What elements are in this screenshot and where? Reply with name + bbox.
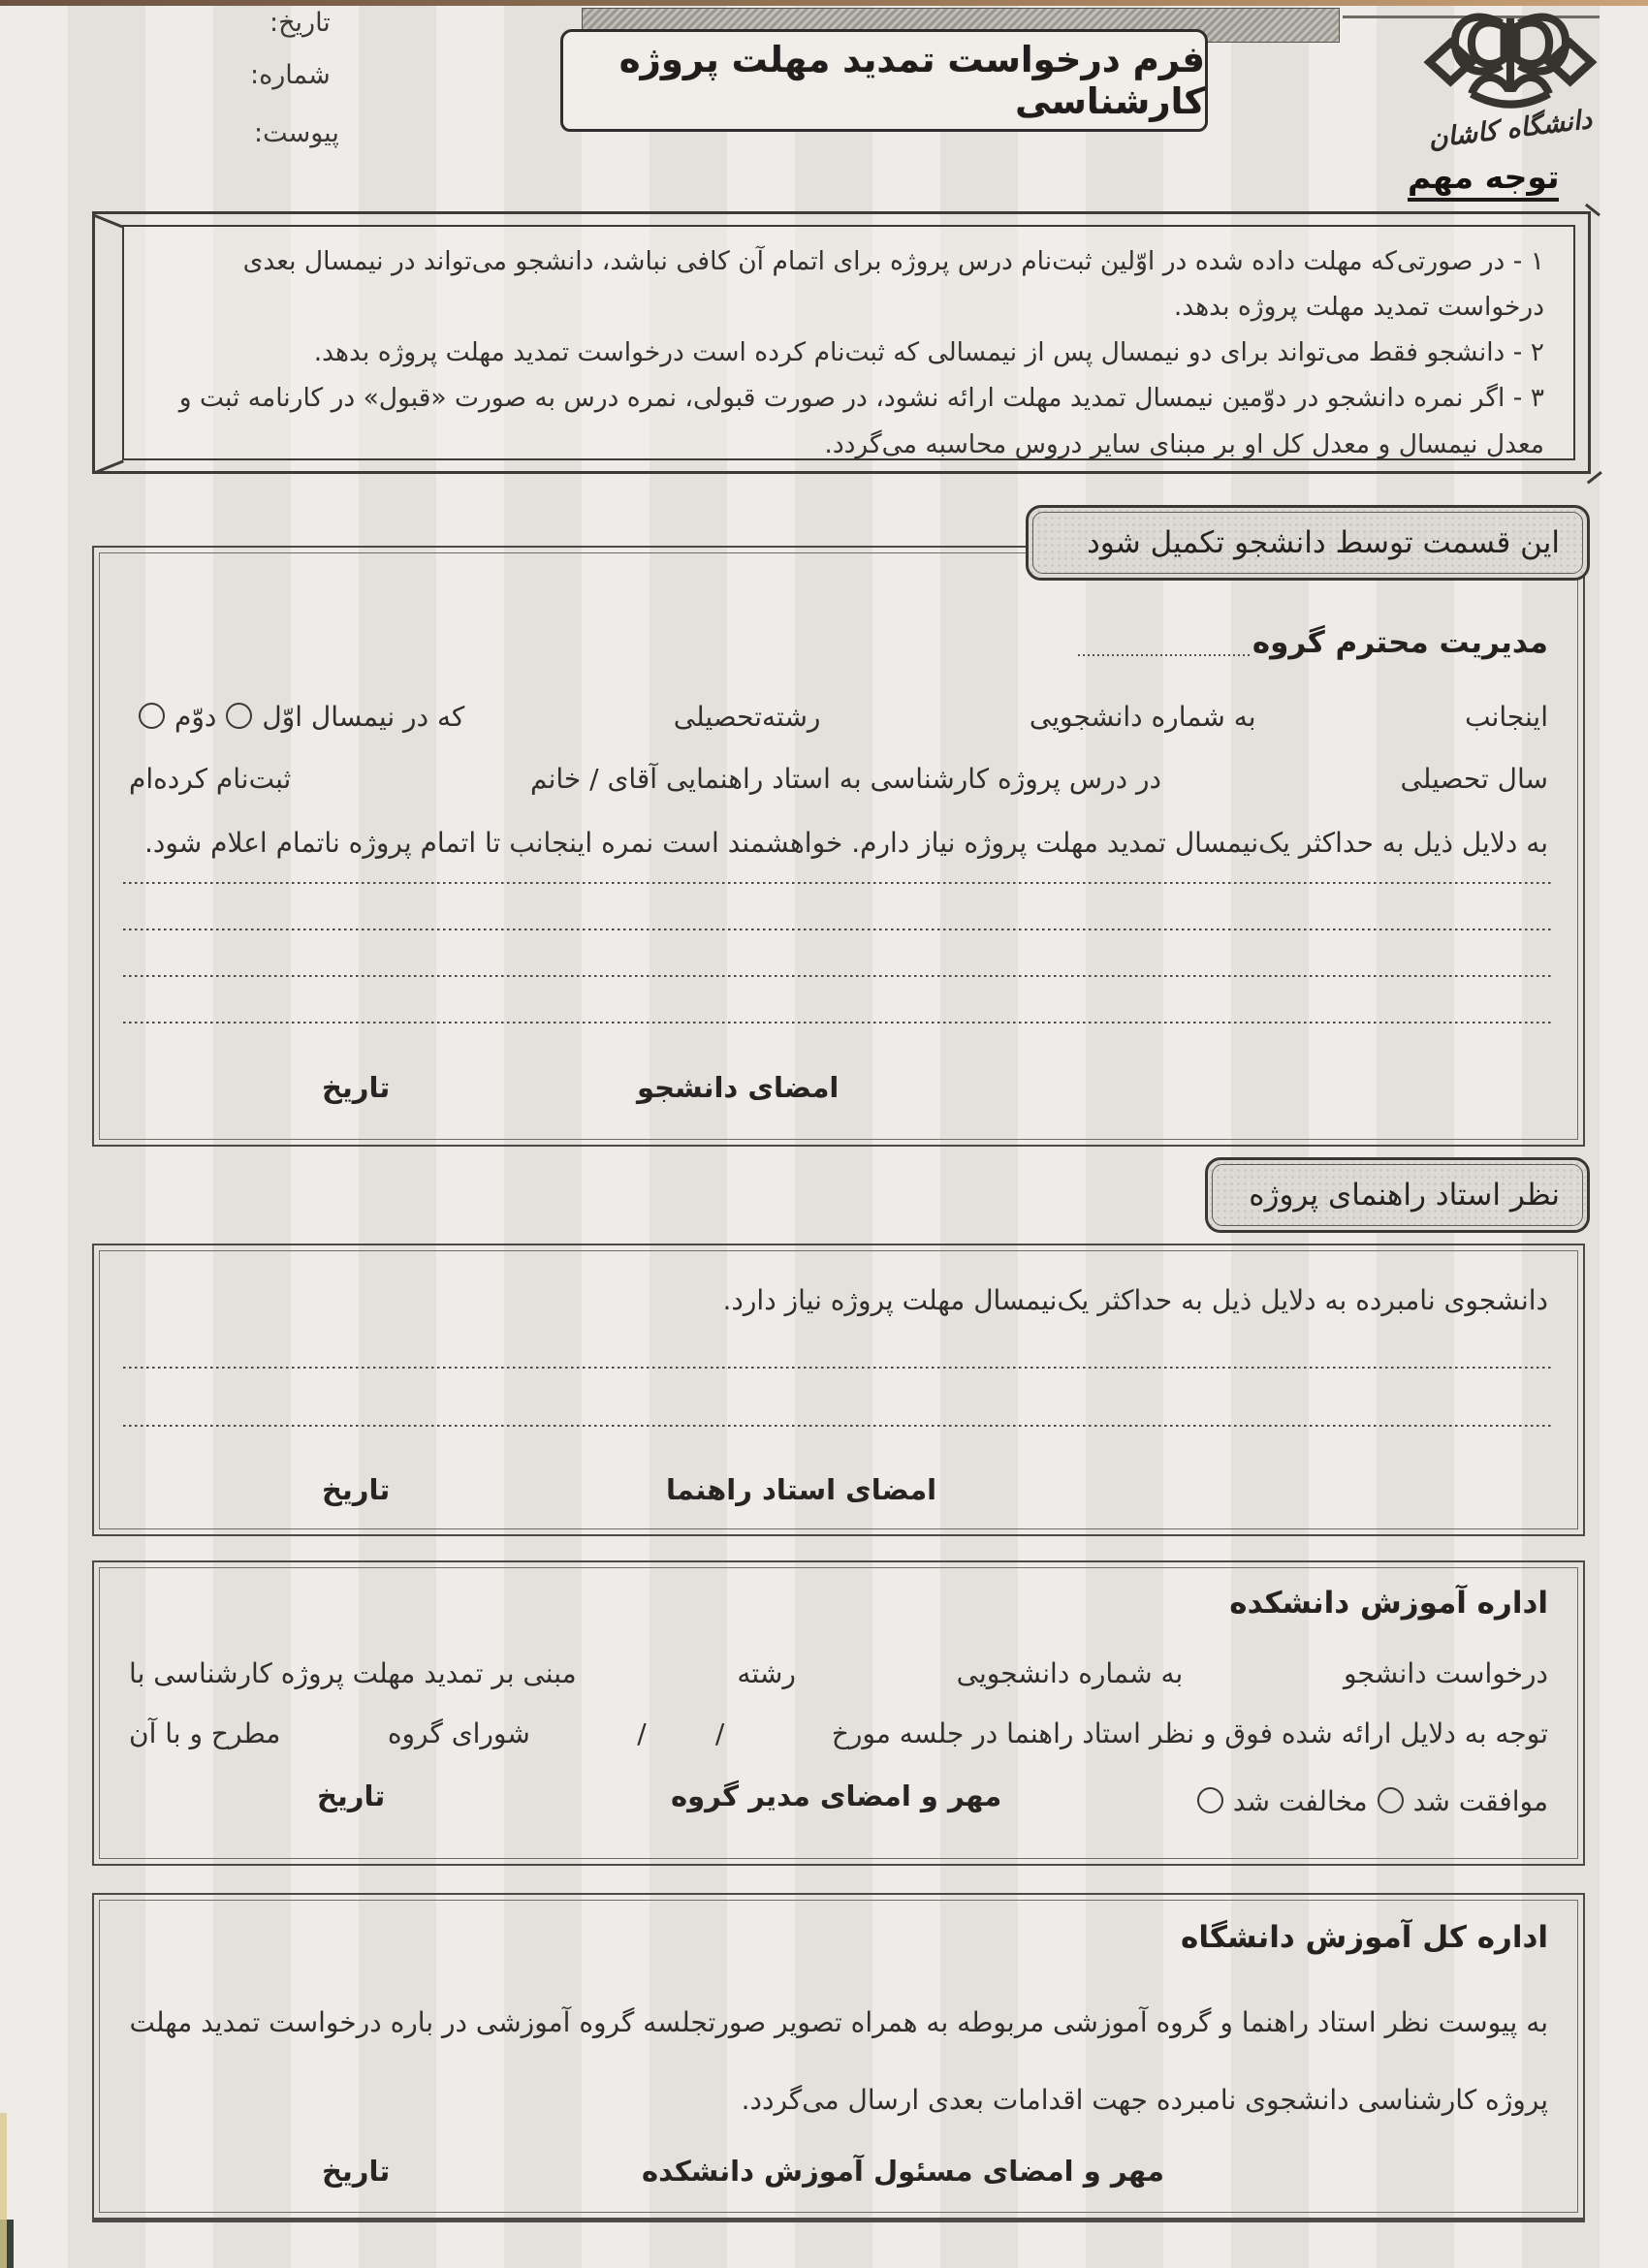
- student-section-tab-label: این قسمت توسط دانشجو تکمیل شود: [1086, 525, 1560, 560]
- fill-line-reason-3[interactable]: [123, 974, 1554, 977]
- frame-diagonal: [1587, 471, 1602, 484]
- form-title: فرم درخواست تمدید مهلت پروژه کارشناسی: [618, 39, 1205, 122]
- label-student-request: درخواست دانشجو: [1344, 1657, 1548, 1689]
- faculty-date-label: تاریخ: [317, 1780, 386, 1812]
- student-request-text: به دلایل ذیل به حداکثر یک‌نیمسال تمدید مهلت پروژه نیاز دارم. خواهشمند است نمره اینجانب تا اتمام پروژه ناتمام اعلام شود.: [143, 827, 1548, 859]
- important-notice-inner: [122, 225, 1575, 460]
- radio-second-semester[interactable]: [139, 703, 165, 729]
- supervisor-section-box: [92, 1244, 1585, 1536]
- supervisor-signature-label: امضای استاد راهنما: [666, 1473, 937, 1506]
- semester-choice: [129, 701, 464, 733]
- supervisor-date-label: تاریخ: [322, 1473, 391, 1506]
- fill-line-supervisor-2[interactable]: [123, 1424, 1554, 1427]
- label-student-number: به شماره دانشجویی: [1029, 701, 1256, 733]
- supervisor-statement: دانشجوی نامبرده به دلایل ذیل به حداکثر یک‌نیمسال مهلت پروژه نیاز دارد.: [722, 1284, 1548, 1316]
- notice-item-3: ۳ - اگر نمره دانشجو در دوّمین نیمسال تمدید مهلت ارائه نشود، در صورت قبولی، نمره درس به صورت «قبول» در کارنامه ثبت و معدل نیمسال و معدل کل او بر مبنای سایر دروس محاسبه می‌گردد.: [178, 383, 1544, 459]
- radio-first-semester[interactable]: [226, 703, 252, 729]
- label-discussed: مطرح و با آن: [129, 1717, 281, 1749]
- label-group-council: شورای گروه: [387, 1717, 530, 1749]
- radio-approved[interactable]: [1378, 1787, 1404, 1813]
- student-row-course: [129, 763, 1548, 795]
- salutation-text: مدیریت محترم گروه: [1252, 625, 1548, 660]
- university-office-title: اداره کل آموزش دانشگاه: [1181, 1920, 1548, 1955]
- form-title-box: [560, 29, 1208, 132]
- frame-diagonal: [1585, 204, 1600, 216]
- label-major: رشته: [737, 1657, 796, 1689]
- fill-line-supervisor-1[interactable]: [123, 1366, 1554, 1369]
- fill-line-reason-4[interactable]: [123, 1021, 1554, 1024]
- faculty-row-session: [129, 1717, 1548, 1749]
- notice-item-1: ۱ - در صورتی‌که مهلت داده شده در اوّلین ثبت‌نام درس پروژه برای اتمام آن کافی نباشد، دانشجو می‌تواند در نیمسال بعدی درخواست تمدید مهلت پروژه بدهد.: [242, 246, 1544, 323]
- fill-line-reason-1[interactable]: [123, 881, 1554, 884]
- student-section-tab: [1026, 505, 1590, 581]
- label-academic-year: سال تحصیلی: [1400, 763, 1548, 795]
- session-date-field[interactable]: / /: [637, 1717, 725, 1749]
- label-major: رشته‌تحصیلی: [673, 701, 821, 733]
- scan-artifact-left: [0, 2113, 7, 2268]
- label-session-intro: توجه به دلایل ارائه شده فوق و نظر استاد راهنما در جلسه مورخ: [831, 1717, 1548, 1749]
- letterhead-attachment-label: پیوست:: [254, 118, 339, 148]
- group-head-signature-label: مهر و امضای مدیر گروه: [671, 1780, 1002, 1812]
- student-date-label: تاریخ: [322, 1071, 391, 1104]
- frame-diagonal: [95, 459, 124, 473]
- label-semester-second: دوّم: [174, 701, 217, 733]
- university-name: دانشگاه کاشان: [1426, 104, 1595, 155]
- university-office-box: [92, 1893, 1585, 2222]
- university-logo-block: [1404, 6, 1617, 155]
- university-office-date-label: تاریخ: [322, 2155, 391, 2188]
- supervisor-section-tab-label: نظر استاد راهنمای پروژه: [1249, 1178, 1560, 1213]
- faculty-office-box: [92, 1560, 1585, 1866]
- label-student-number: به شماره دانشجویی: [956, 1657, 1184, 1689]
- label-registered: ثبت‌نام کرده‌ام: [129, 763, 292, 795]
- label-based-on: مبنی بر تمدید مهلت پروژه کارشناسی با: [129, 1657, 577, 1689]
- label-approved: موافقت شد: [1412, 1785, 1548, 1817]
- faculty-row-identity: [129, 1657, 1548, 1689]
- scan-edge-top: [0, 0, 1648, 6]
- faculty-education-officer-signature-label: مهر و امضای مسئول آموزش دانشکده: [642, 2155, 1164, 2188]
- notice-heading: توجه مهم: [1408, 158, 1559, 202]
- salutation: [1078, 625, 1548, 660]
- radio-rejected[interactable]: [1197, 1787, 1223, 1813]
- important-notice-frame: [92, 211, 1591, 474]
- decision-options: [1188, 1785, 1548, 1817]
- university-logo: [1413, 6, 1607, 120]
- label-rejected: مخالفت شد: [1232, 1785, 1368, 1817]
- faculty-office-title: اداره آموزش دانشکده: [1229, 1586, 1548, 1621]
- label-course-supervisor: در درس پروژه کارشناسی به استاد راهنمایی آقای / خانم: [529, 763, 1161, 795]
- university-office-body: به پیوست نظر استاد راهنما و گروه آموزشی مربوطه به همراه تصویر صورتجلسه گروه آموزشی در باره درخواست تمدید مهلت پروژه کارشناسی دانشجوی نامبرده جهت اقدامات بعدی ارسال می‌گردد.: [129, 2006, 1548, 2116]
- frame-diagonal: [94, 214, 123, 228]
- letterhead-number-label: شماره:: [250, 60, 331, 90]
- student-row-identity: [129, 701, 1548, 733]
- student-section-box: [92, 546, 1585, 1147]
- notice-item-2: ۲ - دانشجو فقط می‌تواند برای دو نیمسال پس از نیمسالی که ثبت‌نام کرده است درخواست تمدید مهلت پروژه بدهد.: [313, 337, 1544, 368]
- fill-line-reason-2[interactable]: [123, 928, 1554, 930]
- fill-line-group-name[interactable]: [1078, 637, 1252, 656]
- letterhead-date-label: تاریخ:: [269, 8, 331, 38]
- supervisor-section-tab: [1205, 1157, 1590, 1233]
- label-semester-first: که در نیمسال اوّل: [262, 701, 465, 733]
- label-injaneb: اینجانب: [1465, 701, 1548, 733]
- student-signature-label: امضای دانشجو: [637, 1071, 840, 1104]
